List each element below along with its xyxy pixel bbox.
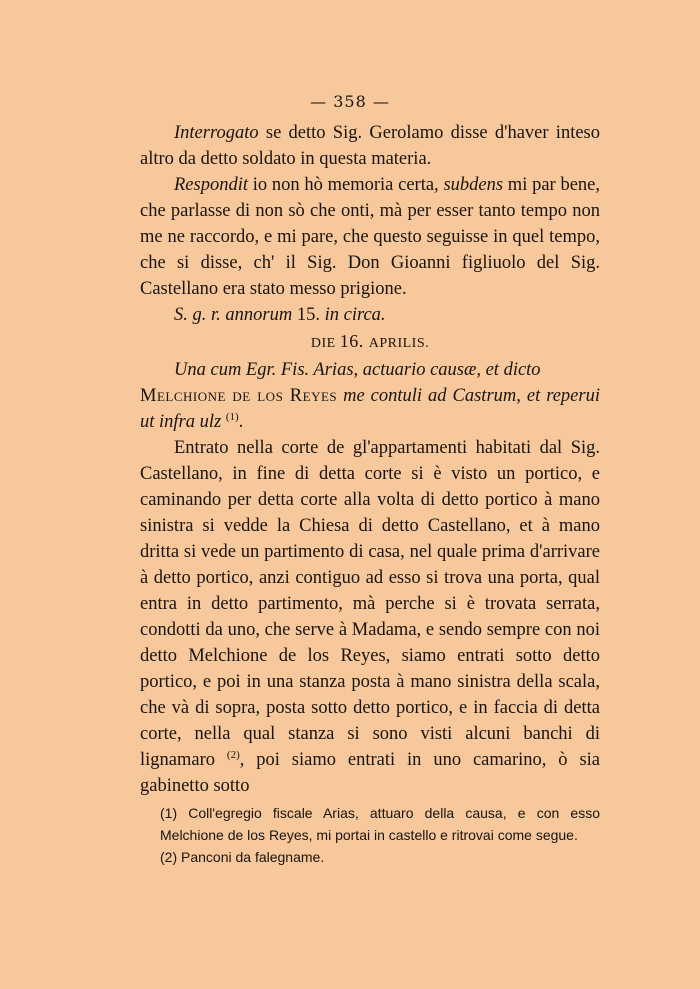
dateline-month: APRILIS. [368, 336, 430, 351]
footnote-ref: (2) [226, 748, 240, 761]
paragraph-respondit [140, 172, 600, 302]
paragraph-text: Entrato nella corte de gl'appartamenti habitati dal Sig. Castellano, in fine di detta corte si è visto un portico, e caminando per detta corte alla volta di detto portico à mano sinistra si vedde la Chiesa di detto Castellano, et à mano dritta si vede un partimento di casa, nel quale prima d'arrivare à detto portico, anzi contiguo ad esso si trova una porta, qual entra in detto partimento, mà perche si è trovata serrata, condotti da uno, che serve à Madama, e sendo sempre con noi detto Melchione de los Reyes, siamo entrati sotto detto portico, e poi in una stanza posta à mano sinistra della scala, che và di sopra, posta sotto detto portico, e in faccia di detta corte, nella qual stanza si sono visti alcuni banchi di lignamaro [140, 438, 600, 770]
smallcaps-name: Melchione de los Reyes [140, 386, 338, 406]
paragraph-entrato [140, 435, 600, 799]
footnote-ref: (1) [225, 410, 239, 423]
dateline [140, 328, 600, 357]
body-text [140, 120, 600, 799]
paragraph-text: mi par bene, che parlasse di non sò che onti, mà per esser tanto tempo non me ne raccordo, e mi pare, che questo seguisse in quel tempo, che si disse, ch' il Sig. Don Gioanni figliuolo del Sig. Castellano era stato messo prigione. [140, 175, 601, 299]
paragraph-una-cum [140, 357, 600, 435]
paragraph-text: io non hò memoria certa, [248, 175, 444, 195]
paragraph-interrogato [140, 120, 600, 172]
paragraph-text: se detto Sig. Gerolamo disse d'haver inteso altro da detto soldato in questa materia. [140, 123, 600, 169]
italic-lead: Respondit [174, 175, 248, 195]
paragraph-text: , poi siamo entrati in uno camarino, ò sia gabinetto sotto [140, 750, 601, 796]
paragraph-signature [140, 302, 600, 328]
italic-text: Una cum Egr. Fis. Arias, actuario causæ, et dicto [174, 360, 541, 380]
footnote-1: (1) Coll'egregio fiscale Arias, attuaro della causa, e con esso Melchione de los Reyes, mi portai in castello e ritrovai come segue. [160, 805, 600, 843]
italic-text: S. g. r. annorum [174, 305, 293, 325]
punctuation: . [238, 412, 244, 432]
footnotes [160, 802, 600, 868]
italic-text: me contuli ad Castrum, et reperui ut infra ulz [140, 386, 600, 432]
footnote-2: (2) Panconi da falegname. [160, 849, 325, 865]
number-text: 15. [292, 305, 325, 325]
italic-text: in circa. [324, 305, 386, 325]
italic-word: subdens [443, 175, 504, 195]
italic-lead: Interrogato [174, 123, 259, 143]
dateline-day-label: DIE [310, 336, 340, 351]
dateline-number: 16. [339, 331, 369, 351]
page-number: — 358 — [310, 92, 390, 111]
